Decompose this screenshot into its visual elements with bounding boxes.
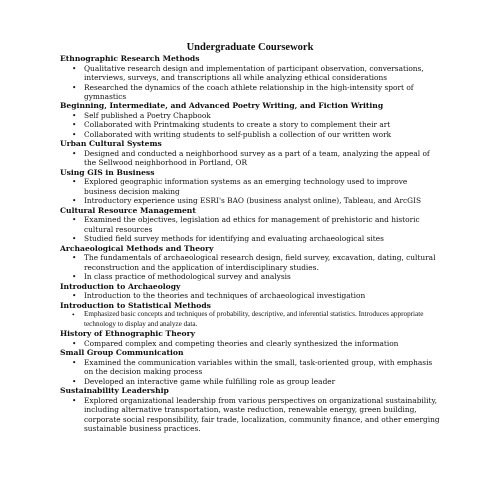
bullet-text: Self published a Poetry Chapbook [84, 111, 211, 121]
course-bullet-list [60, 215, 440, 243]
bullet-text: The fundamentals of archaeological research design, field survey, excavation, dating, cultural reconstruction and the application of interdisciplinary studies. [84, 253, 436, 272]
course-bullet-item [72, 148, 440, 168]
bullet-icon: • [72, 291, 77, 301]
course-section [60, 329, 440, 348]
course-bullet-list [60, 149, 440, 168]
course-bullet-item [72, 338, 440, 348]
course-section [60, 139, 440, 168]
bullet-icon: • [72, 310, 75, 320]
course-title: Sustainability Leadership [60, 386, 169, 396]
course-title: Using GIS in Business [60, 167, 155, 177]
bullet-text: In class practice of methodological survey and analysis [84, 272, 291, 282]
bullet-text: Researched the dynamics of the coach athlete relationship in the high-intensity sport of gymnastics [84, 82, 414, 101]
bullet-text: Qualitative research design and implementation of participant observation, conversations, interviews, surveys, and transcriptions all while analyzing ethical considerations [84, 63, 424, 83]
bullet-text: Designed and conducted a neighborhood survey as a part of a team, analyzing the appeal of the Sellwood neighborhood in Portland, OR [84, 148, 430, 168]
course-bullet-item [72, 177, 440, 196]
course-bullet-item [72, 215, 440, 234]
course-bullet-list [60, 358, 440, 386]
bullet-text: Collaborated with Printmaking students to create a story to complement their art [84, 120, 391, 130]
course-list [60, 54, 440, 434]
course-bullet-item [72, 272, 440, 282]
bullet-icon: • [72, 129, 77, 139]
course-title: Small Group Communication [60, 348, 184, 358]
course-bullet-item [72, 357, 440, 377]
bullet-text: Examined the objectives, legislation ad ethics for management of prehistoric and historic cultural resources [84, 215, 420, 234]
course-bullet-item [72, 111, 440, 121]
bullet-text: Studied field survey methods for identifying and evaluating archaeological sites [84, 234, 384, 244]
course-bullet-item [72, 234, 440, 244]
bullet-icon: • [72, 215, 77, 225]
bullet-icon: • [72, 177, 77, 187]
course-bullet-item [72, 395, 440, 434]
document-title: Undergraduate Coursework [186, 42, 314, 53]
course-bullet-item [72, 63, 440, 83]
bullet-icon: • [72, 234, 77, 244]
course-bullet-item [72, 253, 440, 272]
course-title: History of Ethnographic Theory [60, 329, 196, 339]
course-section [60, 301, 440, 330]
course-title: Urban Cultural Systems [60, 139, 162, 149]
course-bullet-list [60, 253, 440, 281]
bullet-text: Explored geographic information systems as an emerging technology used to improve business decision making [84, 177, 408, 196]
bullet-icon: • [72, 338, 77, 348]
bullet-icon: • [72, 357, 77, 367]
bullet-icon: • [72, 196, 77, 206]
bullet-icon: • [72, 63, 77, 73]
course-bullet-list [60, 396, 440, 434]
course-section [60, 386, 440, 433]
course-bullet-list [60, 339, 440, 348]
course-bullet-list [60, 111, 440, 139]
bullet-icon: • [72, 82, 77, 92]
bullet-text: Introductory experience using ESRI's BAO (business analyst online), Tableau, and ArcGIS [84, 196, 422, 206]
course-section [60, 168, 440, 206]
course-bullet-item [72, 376, 440, 386]
course-title: Cultural Resource Management [60, 205, 196, 215]
course-bullet-list [60, 310, 440, 329]
bullet-icon: • [72, 148, 77, 158]
course-title: Introduction to Archaeology [60, 281, 181, 291]
bullet-icon: • [72, 253, 77, 263]
course-title: Introduction to Statistical Methods [60, 300, 211, 310]
bullet-text: Compared complex and competing theories and clearly synthesized the information [84, 338, 399, 348]
bullet-text: Introduction to the theories and techniques of archaeological investigation [84, 291, 366, 301]
course-section [60, 206, 440, 244]
course-section [60, 101, 440, 139]
bullet-text: Developed an interactive game while fulfilling role as group leader [84, 376, 336, 386]
course-title: Ethnographic Research Methods [60, 54, 200, 63]
course-bullet-list [60, 291, 440, 300]
bullet-text: Examined the communication variables within the small, task-oriented group, with emphasis on the decision making process [84, 357, 433, 377]
course-bullet-item [72, 310, 440, 329]
course-bullet-list [60, 177, 440, 205]
course-section [60, 348, 440, 386]
coursework-page [60, 42, 440, 434]
bullet-icon: • [72, 376, 77, 386]
bullet-icon: • [72, 120, 77, 130]
course-title: Archaeological Methods and Theory [60, 243, 214, 253]
bullet-icon: • [72, 272, 77, 282]
bullet-text: Emphasized basic concepts and techniques of probability, descriptive, and inferential statistics. Introduces appropriate technology to display and analyze data. [84, 310, 424, 328]
course-bullet-item [72, 291, 440, 301]
bullet-text: Collaborated with writing students to self-publish a collection of our written work [84, 129, 392, 139]
course-section [60, 54, 440, 101]
bullet-icon: • [72, 111, 77, 121]
course-bullet-list [60, 64, 440, 102]
course-title: Beginning, Intermediate, and Advanced Poetry Writing, and Fiction Writing [60, 101, 384, 111]
course-bullet-item [72, 129, 440, 139]
course-bullet-item [72, 196, 440, 206]
bullet-icon: • [72, 395, 77, 405]
course-bullet-item [72, 120, 440, 130]
bullet-text: Explored organizational leadership from various perspectives on organizational sustainability, including alternative transportation, waste reduction, renewable energy, green building, corporate social responsibility, fair trade, localization, community finance, and other emerging sustainable business practices. [84, 395, 440, 434]
course-bullet-item [72, 82, 440, 102]
course-section [60, 282, 440, 301]
course-section [60, 244, 440, 282]
